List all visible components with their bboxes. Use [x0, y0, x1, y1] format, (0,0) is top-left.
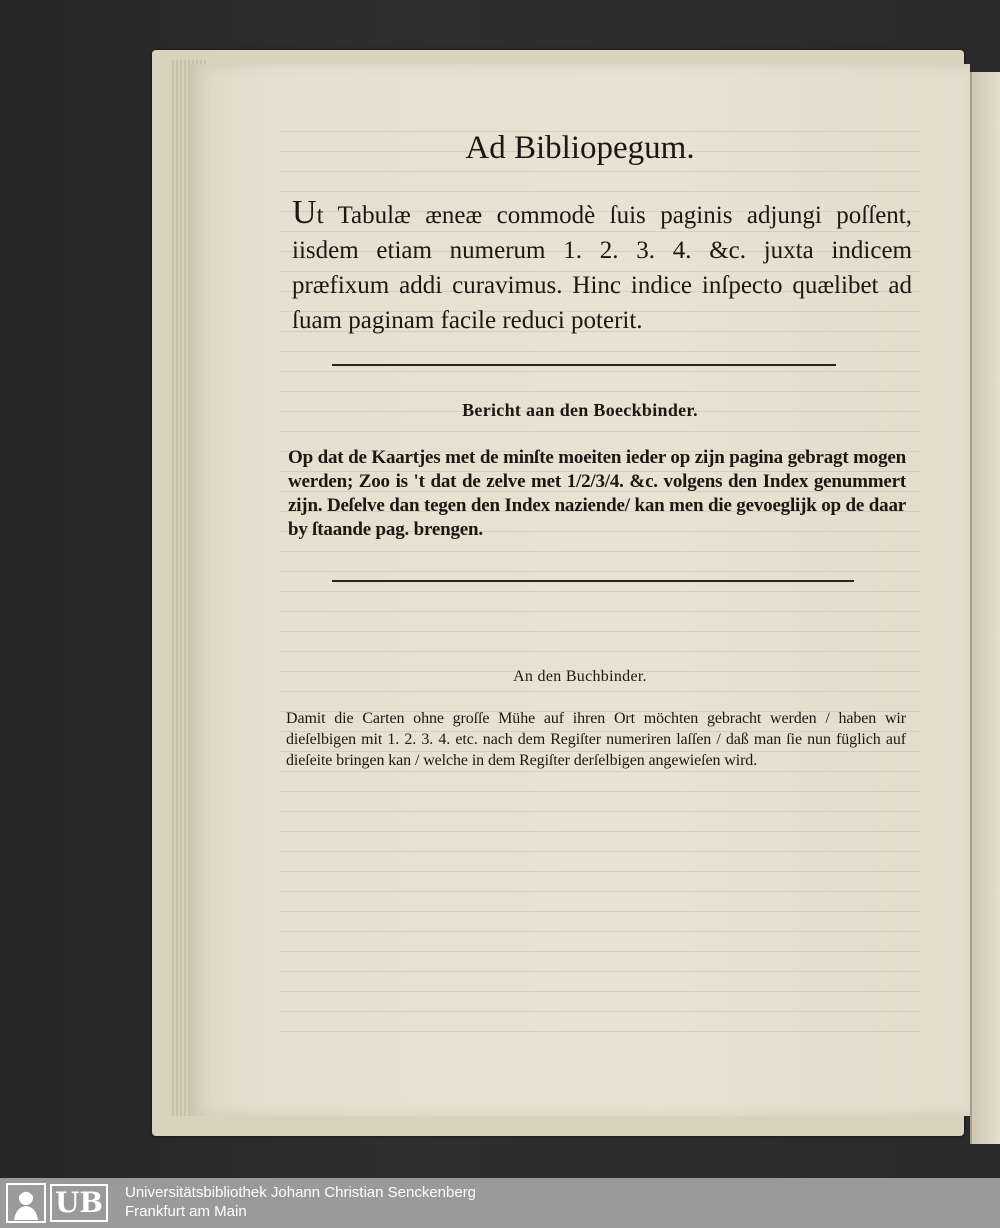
german-heading: An den Buchbinder. [513, 668, 647, 685]
dutch-paragraph: Op dat de Kaartjes met de minſte moeiten ieder op zijn pagina gebragt mogen werden; Zoo is 't dat de zelve met 1/2/3/4. &c. volgens den Index genummert zijn. Deſelve dan tegen den Index naziende/ kan men die gevoeglijk op de daar by ſtaande pag. brengen. [288, 447, 906, 540]
latin-title: Ad Bibliopegum. [465, 130, 695, 166]
facing-page-edge [970, 72, 1000, 1144]
institution-line-2: Frankfurt am Main [125, 1203, 247, 1220]
divider-rule [332, 580, 854, 582]
institution-name[interactable] [125, 1183, 476, 1221]
logo-text: UB [50, 1184, 108, 1222]
institution-line-1: Universitätsbibliothek Johann Christian Senckenberg [125, 1184, 477, 1201]
german-paragraph: Damit die Carten ohne groſſe Mühe auf ihren Ort möchten gebracht werden / haben wir dieſelbigen mit 1. 2. 3. 4. etc. nach dem Regiſter numeriren laſſen / daß man ſie nun füglich auf dieſeite bringen kan / welche in dem Regiſter derſelbigen angewieſen wird. [286, 710, 906, 769]
library-logo[interactable] [6, 1182, 116, 1224]
library-footer-bar [0, 1178, 1000, 1228]
library-portrait-emblem-icon [6, 1183, 46, 1223]
dutch-heading: Bericht aan den Boeckbinder. [462, 400, 698, 420]
latin-paragraph: Ut Tabulæ æneæ commodè ſuis paginis adjungi poſſent, iisdem etiam numerum 1. 2. 3. 4. &c. juxta indicem præfixum addi curavimus. Hinc indice inſpecto quælibet ad ſuam paginam facile reduci poterit. [292, 194, 912, 334]
divider-rule [332, 364, 836, 366]
